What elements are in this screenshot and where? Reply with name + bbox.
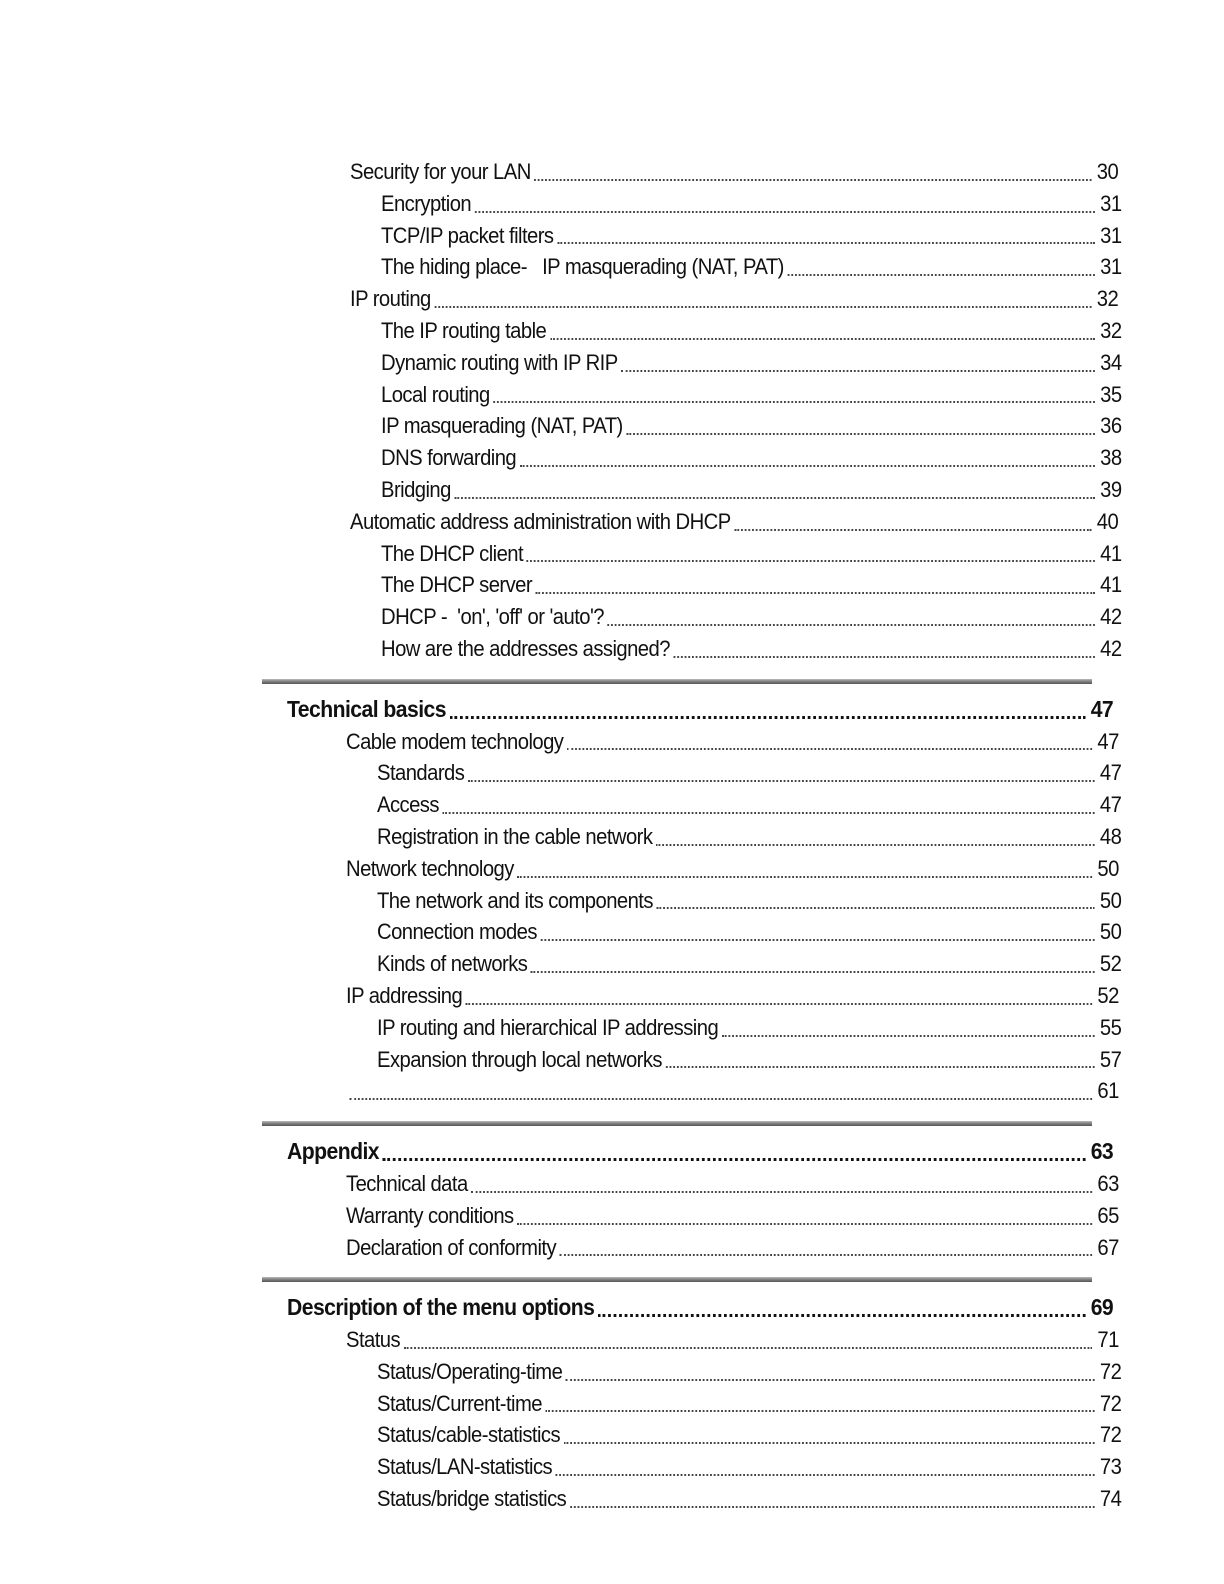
toc-chapter-heading[interactable] xyxy=(287,1136,1113,1168)
toc-entry[interactable] xyxy=(381,601,1122,633)
toc-entry-title: Connection modes xyxy=(377,916,541,948)
toc-entry-title: IP routing and hierarchical IP addressing xyxy=(377,1012,722,1044)
toc-entry[interactable] xyxy=(350,283,1118,315)
toc-chapter-heading[interactable] xyxy=(287,694,1113,726)
toc-entry-page: 32 xyxy=(1096,286,1119,312)
toc-entry-page: 71 xyxy=(1097,1327,1119,1353)
toc-entry-title: Declaration of conformity xyxy=(346,1232,560,1264)
toc-entry-title: How are the addresses assigned? xyxy=(381,633,674,665)
toc-entry[interactable] xyxy=(377,916,1121,948)
toc-entry[interactable] xyxy=(381,569,1122,601)
toc-entry-page: 47 xyxy=(1099,792,1122,818)
toc-entry[interactable] xyxy=(377,948,1121,980)
toc-entry-title: Network technology xyxy=(346,853,518,885)
toc-entry-title: IP addressing xyxy=(346,980,466,1012)
toc-entry-page: 47 xyxy=(1097,728,1119,754)
toc-entry-page: 52 xyxy=(1097,982,1119,1008)
section-divider xyxy=(262,679,1092,684)
toc-entry-title: Status/Operating-time xyxy=(377,1356,566,1388)
toc-entry-title: IP masquerading (NAT, PAT) xyxy=(381,410,626,442)
section-divider xyxy=(262,1121,1092,1126)
toc-entry-title: TCP/IP packet filters xyxy=(381,220,557,252)
toc-entry[interactable] xyxy=(377,1419,1121,1451)
toc-entry-page: 41 xyxy=(1100,540,1122,566)
toc-entry-title: DHCP - 'on', 'off' or 'auto'? xyxy=(381,601,608,633)
toc-entry-title: Registration in the cable network xyxy=(377,821,656,853)
toc-entry-page: 48 xyxy=(1099,823,1122,849)
toc-entry-title: IP routing xyxy=(350,283,434,315)
toc-entry[interactable] xyxy=(346,1168,1119,1200)
toc-entry[interactable] xyxy=(381,474,1122,506)
toc-entry-page: 73 xyxy=(1099,1454,1122,1480)
toc-entry-page: 72 xyxy=(1099,1422,1122,1448)
toc-entry[interactable] xyxy=(377,789,1121,821)
toc-entry-title: Warranty conditions xyxy=(346,1200,517,1232)
toc-entry[interactable] xyxy=(381,410,1122,442)
toc-entry-title: Cable modem technology xyxy=(346,726,567,758)
toc-entry-title: Automatic address administration with DHCP xyxy=(350,506,734,538)
toc-entry-page: 50 xyxy=(1099,919,1122,945)
toc-entry-page: 35 xyxy=(1100,381,1122,407)
table-of-contents xyxy=(0,156,1224,1515)
toc-entry-title: The DHCP server xyxy=(381,569,536,601)
toc-entry-page: 39 xyxy=(1100,476,1122,502)
toc-entry-title: Kinds of networks xyxy=(377,948,531,980)
toc-entry-page: 50 xyxy=(1099,887,1122,913)
toc-entry-title: The IP routing table xyxy=(381,315,550,347)
toc-entry-title: Encryption xyxy=(381,188,475,220)
toc-entry-page: 41 xyxy=(1100,572,1122,598)
toc-entry[interactable] xyxy=(381,315,1122,347)
section-divider xyxy=(262,1277,1092,1282)
toc-entry-title: Bridging xyxy=(381,474,455,506)
toc-entry-title: Status/Current-time xyxy=(377,1388,546,1420)
toc-section xyxy=(0,156,1224,665)
toc-entry-page: 55 xyxy=(1099,1014,1122,1040)
toc-entry[interactable] xyxy=(346,1324,1119,1356)
toc-chapter-title: Appendix xyxy=(287,1136,383,1168)
toc-entry-title: Expansion through local networks xyxy=(377,1044,666,1076)
toc-entry[interactable] xyxy=(350,506,1118,538)
toc-entry-page: 40 xyxy=(1096,508,1119,534)
toc-entry[interactable] xyxy=(381,442,1122,474)
toc-section xyxy=(0,1136,1224,1263)
toc-entry[interactable] xyxy=(346,1075,1119,1107)
toc-section xyxy=(0,694,1224,1107)
toc-entry-page: 31 xyxy=(1100,190,1122,216)
toc-entry-page: 36 xyxy=(1100,413,1122,439)
toc-entry-title: Local routing xyxy=(381,379,493,411)
toc-chapter-title: Technical basics xyxy=(287,694,450,726)
toc-entry[interactable] xyxy=(346,726,1119,758)
toc-entry[interactable] xyxy=(377,885,1121,917)
toc-entry[interactable] xyxy=(381,379,1122,411)
toc-entry-page: 32 xyxy=(1100,317,1122,343)
toc-entry-title: Access xyxy=(377,789,443,821)
toc-entry-page: 42 xyxy=(1100,635,1122,661)
toc-chapter-page: 63 xyxy=(1090,1138,1114,1165)
toc-entry-page: 34 xyxy=(1100,349,1122,375)
toc-entry-page: 61 xyxy=(1097,1078,1119,1104)
toc-entry[interactable] xyxy=(346,1232,1119,1264)
toc-entry[interactable] xyxy=(377,757,1121,789)
toc-entry-page: 63 xyxy=(1097,1170,1119,1196)
toc-entry[interactable] xyxy=(377,1483,1121,1515)
toc-entry-page: 72 xyxy=(1099,1358,1122,1384)
toc-entry-title: DNS forwarding xyxy=(381,442,520,474)
toc-entry-page: 31 xyxy=(1100,222,1122,248)
toc-entry-page: 50 xyxy=(1097,855,1119,881)
toc-entry-page: 47 xyxy=(1099,760,1122,786)
toc-entry-page: 57 xyxy=(1099,1046,1122,1072)
toc-chapter-title: Description of the menu options xyxy=(287,1292,598,1324)
toc-entry[interactable] xyxy=(381,220,1122,252)
toc-entry[interactable] xyxy=(377,821,1121,853)
toc-chapter-page: 69 xyxy=(1090,1294,1114,1321)
toc-entry-title: The network and its components xyxy=(377,885,657,917)
toc-entry-title: The DHCP client xyxy=(381,538,527,570)
toc-entry[interactable] xyxy=(381,347,1122,379)
toc-entry[interactable] xyxy=(377,1451,1121,1483)
toc-entry-title: Standards xyxy=(377,757,468,789)
toc-entry[interactable] xyxy=(381,188,1122,220)
toc-entry-page: 74 xyxy=(1099,1486,1122,1512)
toc-entry-title: The hiding place- IP masquerading (NAT, PAT) xyxy=(381,251,788,283)
toc-entry-page: 30 xyxy=(1096,159,1119,184)
toc-entry-page: 67 xyxy=(1097,1234,1119,1260)
toc-entry-page: 52 xyxy=(1099,951,1122,977)
toc-entry[interactable] xyxy=(377,1044,1121,1076)
toc-chapter-page: 47 xyxy=(1090,695,1114,722)
toc-section xyxy=(0,1292,1224,1515)
toc-entry-title: Status xyxy=(346,1324,404,1356)
toc-entry[interactable] xyxy=(346,853,1119,885)
toc-entry-page: 65 xyxy=(1097,1202,1119,1228)
toc-entry[interactable] xyxy=(381,538,1122,570)
toc-entry[interactable] xyxy=(381,251,1122,283)
toc-entry[interactable] xyxy=(381,633,1122,665)
toc-entry[interactable] xyxy=(346,980,1119,1012)
toc-entry-title: Status/LAN-statistics xyxy=(377,1451,556,1483)
toc-entry[interactable] xyxy=(377,1012,1121,1044)
toc-entry-page: 72 xyxy=(1099,1390,1122,1416)
toc-entry-page: 42 xyxy=(1100,604,1122,630)
toc-entry[interactable] xyxy=(377,1356,1121,1388)
toc-entry-title: Dynamic routing with IP RIP xyxy=(381,347,621,379)
toc-entry-title: Status/cable-statistics xyxy=(377,1419,564,1451)
toc-entry[interactable] xyxy=(350,156,1118,188)
toc-entry[interactable] xyxy=(377,1388,1121,1420)
toc-entry[interactable] xyxy=(346,1200,1119,1232)
toc-entry-page: 38 xyxy=(1100,445,1122,471)
toc-entry-title: Technical data xyxy=(346,1168,471,1200)
toc-entry-page: 31 xyxy=(1100,254,1122,280)
toc-entry-title: Status/bridge statistics xyxy=(377,1483,570,1515)
toc-entry-title: Security for your LAN xyxy=(350,156,534,188)
toc-chapter-heading[interactable] xyxy=(287,1292,1113,1324)
